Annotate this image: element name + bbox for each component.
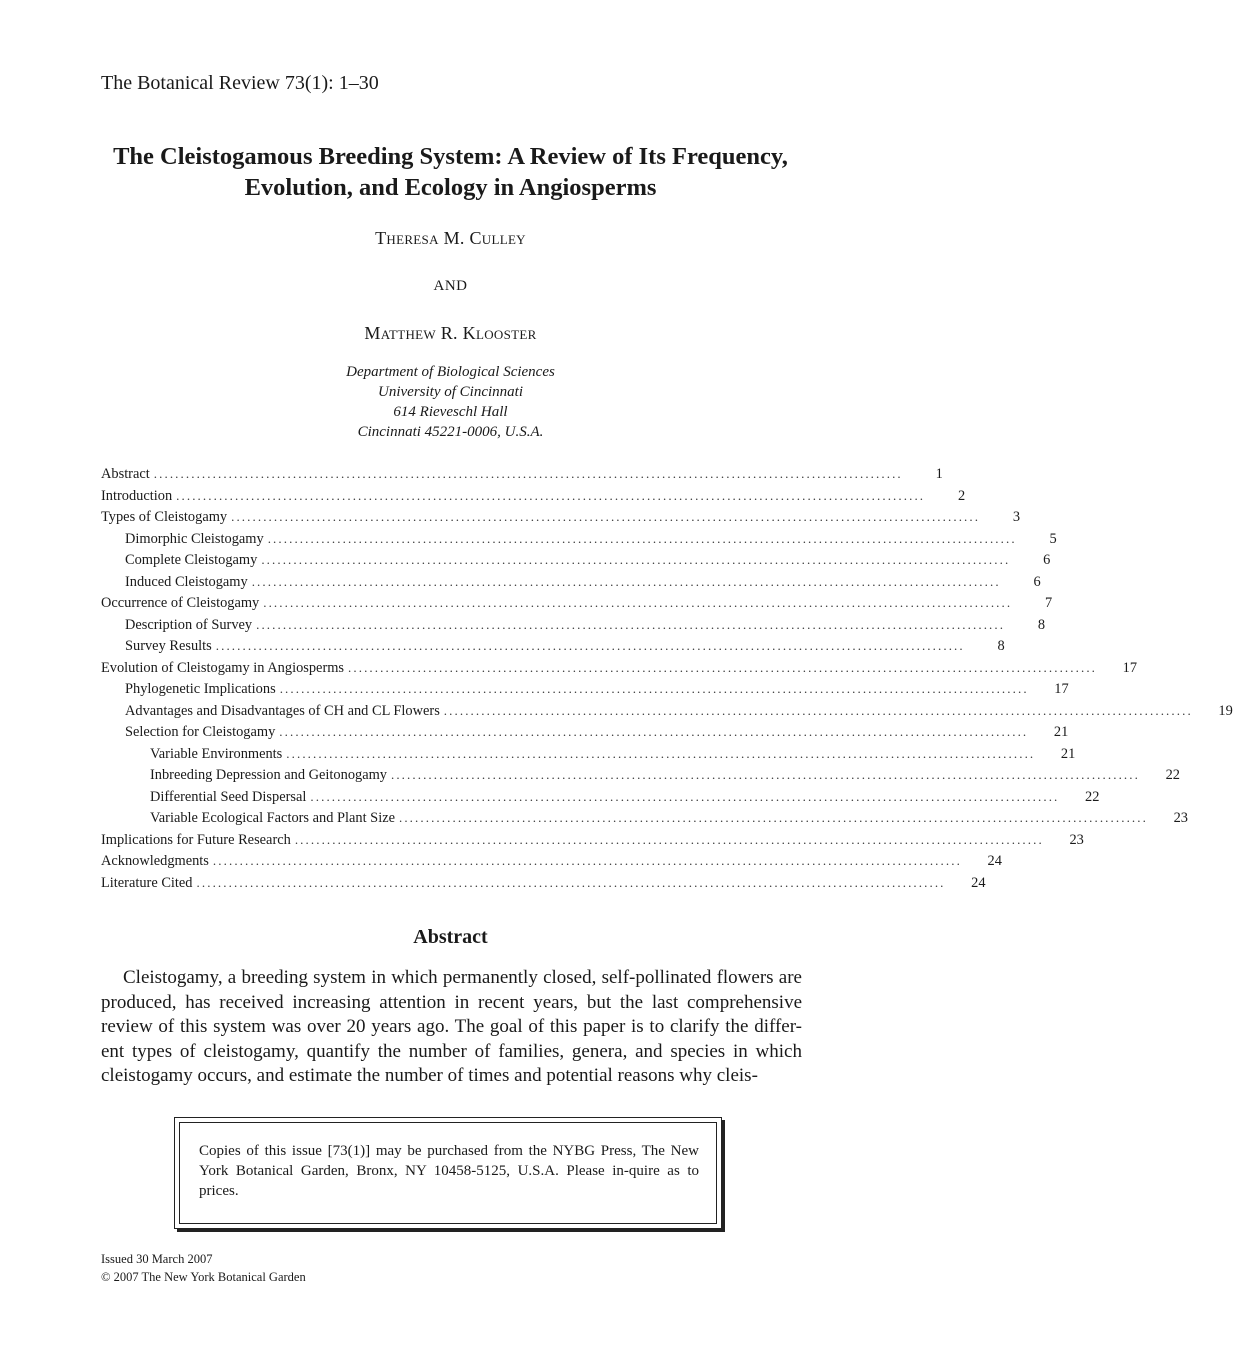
toc-entry — [101, 595, 1053, 617]
toc-page: 6 — [1043, 552, 1051, 568]
toc-page: 7 — [1045, 595, 1053, 611]
affiliation — [0, 362, 901, 442]
toc-leader: ............................................................................................................................................ — [263, 595, 1013, 610]
toc-page: 1 — [935, 466, 943, 482]
affiliation-line: Cincinnati 45221-0006, U.S.A. — [357, 424, 544, 440]
toc-entry — [101, 788, 1100, 811]
article-title — [80, 141, 821, 203]
toc-entry — [101, 466, 943, 488]
toc-leader: ............................................................................................................................................ — [212, 853, 962, 868]
toc-label: Inbreeding Depression and Geitonogamy — [150, 767, 387, 783]
toc-leader: ............................................................................................................................................ — [310, 788, 1060, 804]
toc-label: Induced Cleistogamy — [125, 573, 248, 590]
toc-label: Description of Survey — [125, 616, 253, 633]
toc-label: Literature Cited — [101, 874, 193, 891]
toc-page: 2 — [957, 487, 966, 504]
issue-date: Issued 30 March 2007 — [101, 1252, 213, 1266]
toc-entry — [101, 724, 1069, 746]
toc-leader: ............................................................................................................................................ — [279, 724, 1029, 739]
author-conjunction: AND — [433, 278, 468, 294]
page-footer — [101, 1250, 306, 1286]
toc-label: Survey Results — [125, 638, 212, 654]
toc-label: Complete Cleistogamy — [125, 552, 258, 568]
toc-page: 23 — [1069, 831, 1084, 848]
toc-leader: ............................................................................................................................................ — [348, 659, 1098, 675]
toc-leader: ............................................................................................................................................ — [267, 530, 1017, 546]
toc-page: 21 — [1053, 724, 1069, 740]
toc-entry — [101, 831, 1084, 854]
title-line-2: Evolution, and Ecology in Angiosperms — [244, 174, 657, 201]
toc-leader: ............................................................................................................................................ — [196, 874, 946, 890]
toc-leader: ............................................................................................................................................ — [398, 810, 1148, 825]
toc-leader: ............................................................................................................................................ — [443, 702, 1193, 718]
toc-page: 8 — [997, 638, 1005, 654]
toc-entry — [101, 638, 1005, 660]
toc-leader: ............................................................................................................................................ — [279, 681, 1029, 696]
abstract-body: Cleistogamy, a breeding system in which permanently closed, self-pollinated flowers are produced, has received increasing attention in recent years, but the last comprehensive review of this system was over 20 years ago. The goal of this paper is to clarify the differ-ent types of cleistogamy, quantify the number of families, genera, and species in which cleistogamy occurs, and estimate the number of times and potential reasons why cleis- — [101, 967, 802, 1086]
toc-page: 22 — [1165, 767, 1180, 783]
toc-entry — [101, 745, 1076, 768]
toc-page: 22 — [1085, 788, 1100, 805]
toc-label: Selection for Cleistogamy — [125, 724, 276, 740]
toc-leader: ............................................................................................................................................ — [286, 745, 1036, 761]
toc-page: 23 — [1173, 810, 1188, 826]
toc-page: 21 — [1060, 745, 1076, 762]
toc-page: 17 — [1122, 659, 1138, 676]
toc-label: Dimorphic Cleistogamy — [125, 530, 264, 547]
toc-entry — [101, 552, 1051, 574]
toc-page: 24 — [987, 853, 1002, 869]
author-second: Matthew R. Klooster — [364, 323, 537, 343]
toc-entry — [101, 853, 1002, 875]
toc-entry — [101, 573, 1041, 596]
toc-label: Occurrence of Cleistogamy — [101, 595, 260, 611]
toc-label: Introduction — [101, 487, 173, 504]
toc-entry — [101, 810, 1188, 832]
toc-page: 17 — [1054, 681, 1069, 697]
purchase-notice-box — [174, 1117, 722, 1229]
copyright-notice: © 2007 The New York Botanical Garden — [101, 1270, 306, 1284]
toc-label: Types of Cleistogamy — [101, 509, 228, 525]
toc-label: Advantages and Disadvantages of CH and CL Flowers — [125, 702, 440, 719]
toc-entry — [101, 874, 986, 897]
toc-leader: ............................................................................................................................................ — [294, 831, 1044, 847]
affiliation-line: University of Cincinnati — [378, 384, 523, 400]
toc-leader: ............................................................................................................................................ — [390, 767, 1140, 782]
toc-entry — [101, 681, 1069, 703]
toc-entry — [101, 509, 1021, 531]
toc-page: 3 — [1012, 509, 1021, 525]
author-first: Theresa M. Culley — [375, 228, 526, 248]
purchase-notice-text: Copies of this issue [73(1)] may be purchased from the NYBG Press, The New York Botanical Garden, Bronx, NY 10458-5125, U.S.A. Please in-quire as to prices. — [199, 1143, 699, 1199]
toc-leader: ............................................................................................................................................ — [251, 573, 1001, 589]
affiliation-line: Department of Biological Sciences — [346, 364, 555, 380]
toc-leader: ............................................................................................................................................ — [261, 552, 1011, 567]
toc-page: 5 — [1049, 530, 1057, 547]
toc-leader: ............................................................................................................................................ — [215, 638, 965, 653]
toc-label: Implications for Future Research — [101, 831, 291, 848]
toc-entry — [101, 616, 1046, 639]
toc-label: Abstract — [101, 466, 150, 482]
toc-entry — [101, 702, 1233, 725]
toc-leader: ............................................................................................................................................ — [176, 487, 926, 503]
toc-label: Variable Ecological Factors and Plant Size — [150, 810, 395, 826]
title-line-1: The Cleistogamous Breeding System: A Review of Its Frequency, — [113, 143, 788, 170]
affiliation-line: 614 Rieveschl Hall — [393, 404, 508, 420]
toc-page: 24 — [971, 874, 986, 891]
abstract-heading: Abstract — [413, 926, 488, 948]
table-of-contents — [101, 466, 1233, 896]
toc-leader: ............................................................................................................................................ — [153, 466, 903, 481]
toc-entry — [101, 487, 966, 510]
toc-entry — [101, 659, 1138, 682]
toc-entry — [101, 530, 1057, 553]
toc-label: Phylogenetic Implications — [125, 681, 276, 697]
journal-header: The Botanical Review 73(1): 1–30 — [101, 72, 379, 94]
toc-leader: ............................................................................................................................................ — [231, 509, 981, 524]
toc-page: 6 — [1033, 573, 1041, 590]
toc-label: Acknowledgments — [101, 853, 209, 869]
toc-label: Differential Seed Dispersal — [150, 788, 307, 805]
toc-leader: ............................................................................................................................................ — [256, 616, 1006, 632]
toc-label: Variable Environments — [150, 745, 283, 762]
toc-label: Evolution of Cleistogamy in Angiosperms — [101, 659, 345, 676]
toc-page: 8 — [1037, 616, 1046, 633]
toc-page: 19 — [1218, 702, 1233, 719]
toc-entry — [101, 767, 1180, 789]
